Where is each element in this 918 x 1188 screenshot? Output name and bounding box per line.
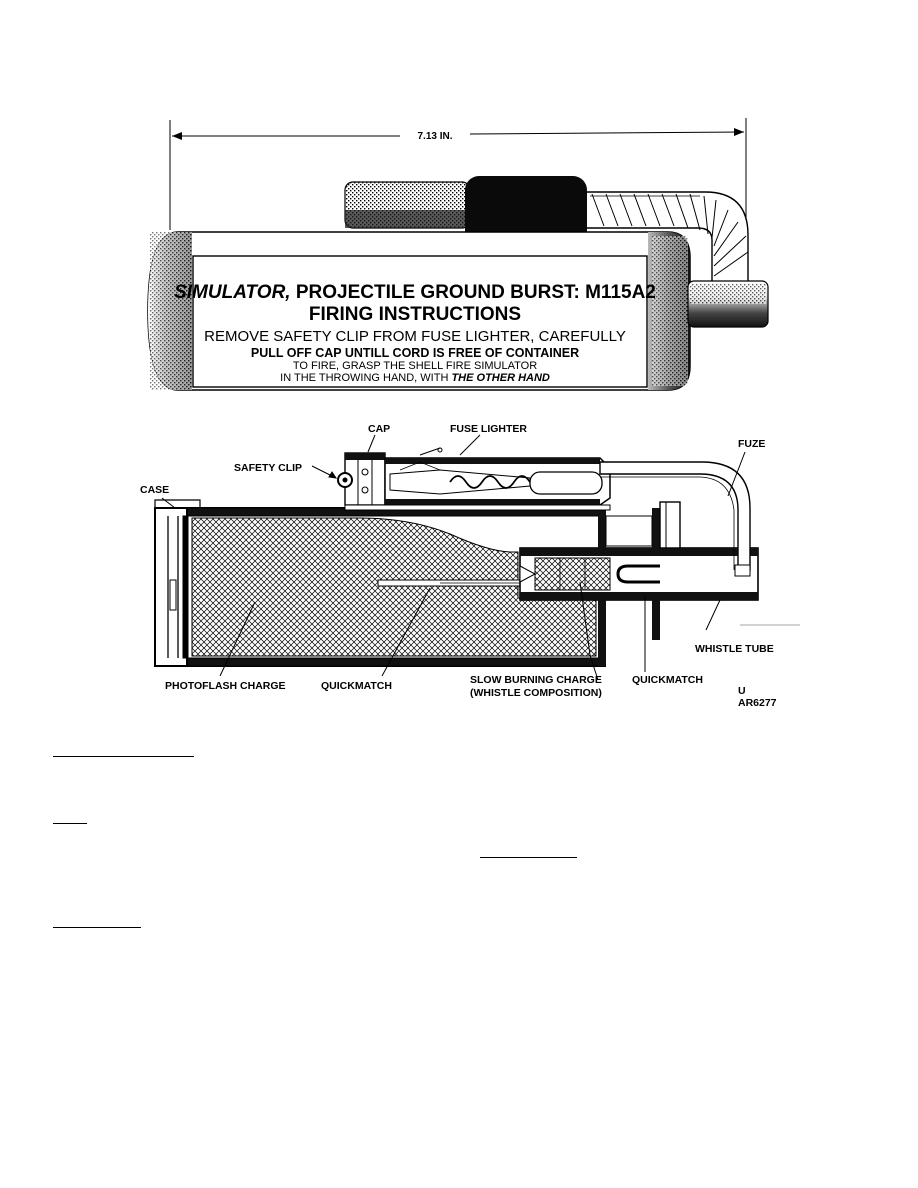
heading-rule-3 <box>480 857 577 858</box>
simulator-photo <box>148 118 768 390</box>
label-whistle-tube: WHISTLE TUBE <box>695 643 774 655</box>
label-quickmatch-2: QUICKMATCH <box>632 674 703 686</box>
label-slow-burning-charge-2: (WHISTLE COMPOSITION) <box>470 687 602 699</box>
label-title-b: PROJECTILE GROUND BURST: M115A2 <box>290 282 656 303</box>
label-quickmatch-1: QUICKMATCH <box>321 680 392 692</box>
label-photoflash-charge: PHOTOFLASH CHARGE <box>165 680 286 692</box>
fuse-lighter-photo <box>345 182 470 228</box>
label-instruction-1: REMOVE SAFETY CLIP FROM FUSE LIGHTER, CAREFULLY <box>204 328 626 345</box>
cutaway-diagram <box>140 423 800 709</box>
heading-rule-4 <box>53 927 141 928</box>
fuse-lighter-assembly <box>338 448 610 510</box>
label-instruction-4a: IN THE THROWING HAND, WITH <box>280 372 452 384</box>
label-instruction-2: PULL OFF CAP UNTILL CORD IS FREE OF CONTAINER <box>250 346 580 360</box>
label-slow-burning-charge-1: SLOW BURNING CHARGE <box>470 674 602 686</box>
label-title-a: SIMULATOR, <box>174 282 291 303</box>
label-fuze: FUZE <box>738 438 766 450</box>
label-instruction-4 <box>280 372 550 384</box>
quickmatch-rod <box>378 580 520 586</box>
figure-code-1: U <box>738 685 746 697</box>
heading-rule-2 <box>53 823 87 824</box>
label-instruction-3: TO FIRE, GRASP THE SHELL FIRE SIMULATOR <box>292 360 538 372</box>
label-title-line <box>174 282 656 303</box>
figure-code-2: AR6277 <box>738 697 777 709</box>
label-safety-clip: SAFETY CLIP <box>234 462 303 474</box>
label-case: CASE <box>140 484 170 496</box>
label-firing-instructions: FIRING INSTRUCTIONS <box>308 304 522 325</box>
label-cap: CAP <box>368 423 391 435</box>
label-fuse-lighter: FUSE LIGHTER <box>450 423 528 435</box>
dimension-label: 7.13 IN. <box>417 131 453 142</box>
label-instruction-4b: THE OTHER HAND <box>451 372 550 384</box>
heading-rule-1 <box>53 756 194 757</box>
